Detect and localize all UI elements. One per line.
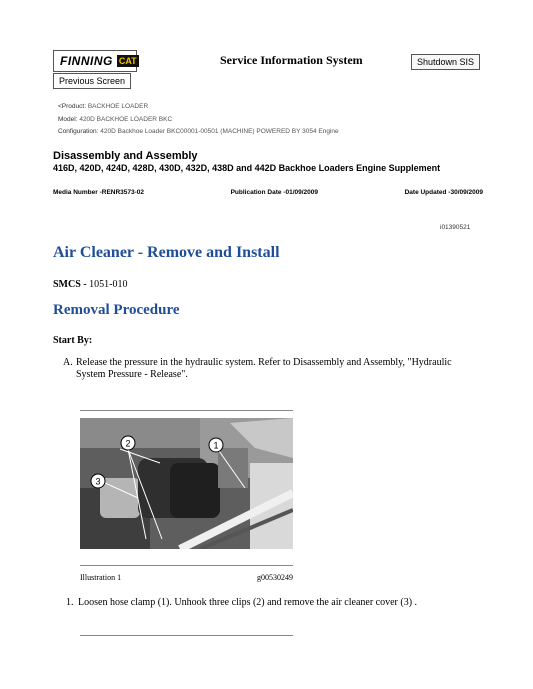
step-1: [66, 597, 486, 608]
cat-badge: CAT: [118, 56, 137, 66]
previous-screen-button[interactable]: Previous Screen: [53, 73, 131, 89]
smcs-value: 1051-010: [89, 279, 128, 290]
system-title: Service Information System: [220, 53, 363, 67]
divider-under-photo: [80, 565, 293, 566]
step-a-label: A.: [63, 357, 73, 368]
illustration-caption: [80, 573, 293, 582]
finning-cat-logo: [53, 50, 137, 72]
image-id: i01390521: [440, 224, 471, 231]
configuration-line: [58, 128, 339, 135]
illustration-code: g00530249: [257, 573, 293, 582]
step-a-text: Release the pressure in the hydraulic system. Refer to Disassembly and Assembly, "Hydraulic System Pressure - Release".: [76, 357, 452, 380]
divider-bottom: [80, 635, 293, 636]
models-line: 416D, 420D, 424D, 428D, 430D, 432D, 438D and 442D Backhoe Loaders Engine Supplement: [53, 163, 441, 173]
configuration-value: 420D Backhoe Loader BKC00001-00501 (MACHINE) POWERED BY 3054 Engine: [100, 128, 339, 135]
logo-text: FINNING: [60, 54, 113, 68]
removal-heading: Removal Procedure: [53, 302, 180, 318]
divider-top: [80, 410, 293, 411]
smcs-code: [53, 279, 127, 290]
product-value: BACKHOE LOADER: [87, 103, 149, 110]
illustration-photo: [80, 418, 293, 549]
model-line: [58, 116, 172, 123]
engine-photo-graphic: [80, 418, 293, 549]
model-value: 420D BACKHOE LOADER BKC: [79, 116, 173, 123]
date-updated: Date Updated -30/09/2009: [404, 189, 483, 196]
start-by-label: Start By:: [53, 335, 93, 346]
publication-info: [53, 189, 483, 196]
media-number: Media Number -RENR3573-02: [53, 189, 145, 196]
callout-3: 3: [95, 476, 101, 487]
product-line: [58, 103, 148, 110]
step-1-text: Loosen hose clamp (1). Unhook three clips (2) and remove the air cleaner cover (3) .: [78, 597, 418, 608]
shutdown-sis-button[interactable]: Shutdown SIS: [411, 54, 480, 70]
illustration-label: Illustration 1: [80, 573, 122, 582]
configuration-label: Configuration:: [58, 128, 99, 135]
publication-date: Publication Date -01/09/2009: [230, 189, 319, 196]
page-title: Air Cleaner - Remove and Install: [53, 244, 280, 261]
callout-2: 2: [125, 438, 131, 449]
callout-1: 1: [213, 440, 219, 451]
step-a: [63, 357, 483, 381]
product-label: <Product:: [58, 103, 87, 110]
section-title: Disassembly and Assembly: [53, 150, 198, 162]
smcs-label: SMCS -: [53, 279, 87, 290]
model-label: Model:: [58, 116, 78, 123]
step-1-label: 1.: [66, 597, 74, 608]
